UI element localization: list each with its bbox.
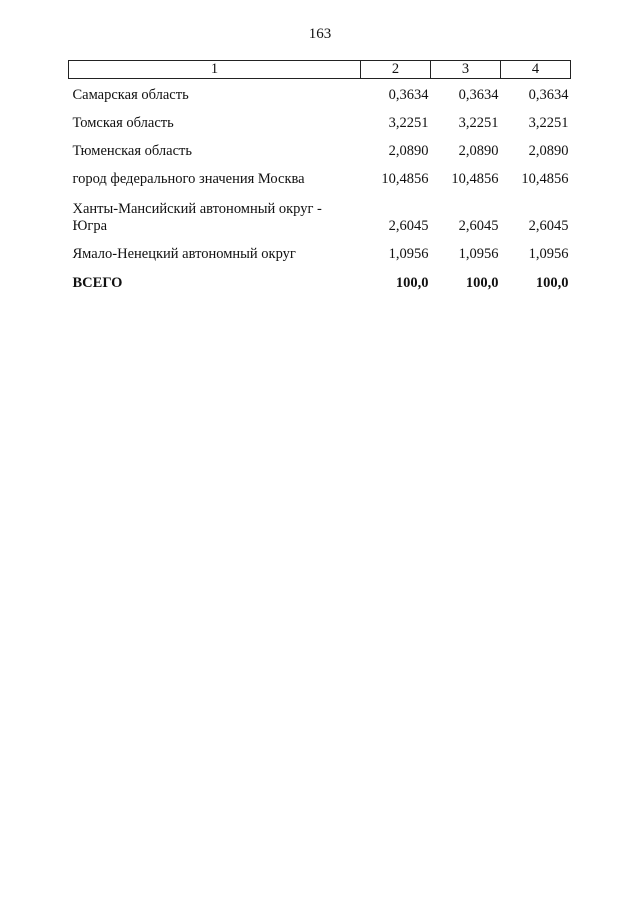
total-col-2: 100,0: [395, 275, 429, 291]
table-body: [69, 79, 571, 293]
page-number: 163: [308, 26, 332, 42]
value-col-3: 1,0956: [458, 246, 499, 262]
table-row: [69, 132, 571, 160]
value-col-3: 2,6045: [458, 218, 499, 234]
value-col-2: 10,4856: [381, 171, 429, 187]
header-col-3: 3: [431, 61, 501, 79]
region-name: Ямало-Ненецкий автономный округ: [72, 246, 296, 262]
table-header: [69, 61, 571, 79]
value-col-3: 0,3634: [458, 87, 499, 103]
region-name: Самарская область: [72, 87, 189, 103]
value-col-3: 10,4856: [451, 171, 499, 187]
total-col-3: 100,0: [465, 275, 499, 291]
table-row: [69, 79, 571, 105]
header-col-1: 1: [69, 61, 361, 79]
table-row: [69, 188, 571, 235]
region-name: Томская область: [72, 115, 174, 131]
value-col-3: 3,2251: [458, 115, 499, 131]
total-label: ВСЕГО: [72, 275, 123, 291]
data-table: [68, 60, 571, 292]
value-col-2: 3,2251: [388, 115, 429, 131]
value-col-3: 2,0890: [458, 143, 499, 159]
value-col-4: 10,4856: [521, 171, 569, 187]
value-col-4: 1,0956: [528, 246, 569, 262]
value-col-4: 2,6045: [528, 218, 569, 234]
table-row: [69, 104, 571, 132]
header-col-2: 2: [361, 61, 431, 79]
header-col-4: 4: [501, 61, 571, 79]
region-name: Тюменская область: [72, 143, 192, 159]
table-row: [69, 235, 571, 263]
value-col-4: 2,0890: [528, 143, 569, 159]
region-name: Ханты-Мансийский автономный округ - Югра: [72, 201, 322, 234]
total-row: [69, 263, 571, 292]
header-row: [69, 61, 571, 79]
table-row: [69, 160, 571, 188]
value-col-4: 0,3634: [528, 87, 569, 103]
value-col-2: 0,3634: [388, 87, 429, 103]
region-name: город федерального значения Москва: [72, 171, 305, 187]
value-col-2: 1,0956: [388, 246, 429, 262]
value-col-2: 2,6045: [388, 218, 429, 234]
value-col-4: 3,2251: [528, 115, 569, 131]
total-col-4: 100,0: [535, 275, 569, 291]
value-col-2: 2,0890: [388, 143, 429, 159]
